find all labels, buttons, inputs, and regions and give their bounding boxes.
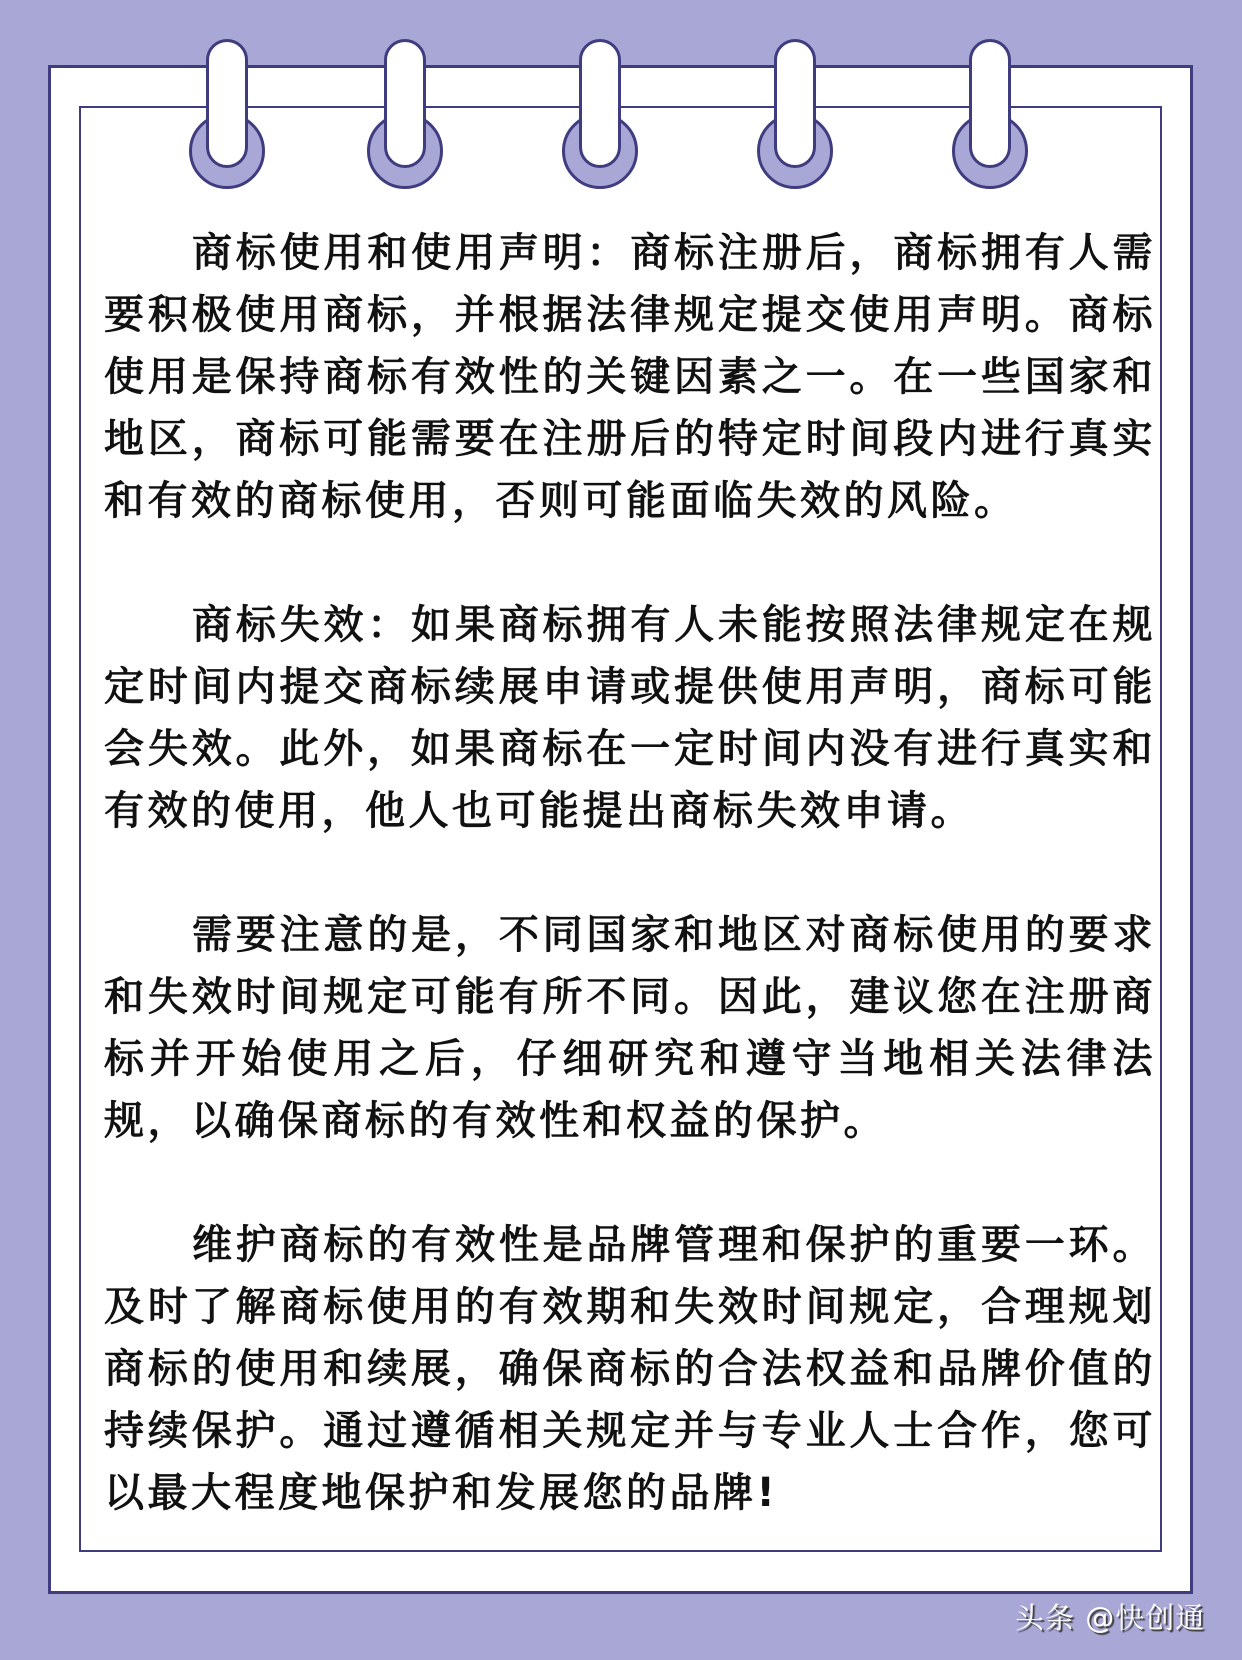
binder-ring-icon	[945, 0, 1035, 200]
paragraph-trademark-lapse: 商标失效：如果商标拥有人未能按照法律规定在规定时间内提交商标续展申请或提供使用声明，商标可能会失效。此外，如果商标在一定时间内没有进行真实和有效的使用，他人也可能提出商标失效申请。	[104, 602, 1156, 834]
ring-loop-icon	[206, 39, 248, 168]
article-body	[104, 222, 1156, 1586]
binder-ring-icon	[182, 0, 272, 200]
paragraph-conclusion: 维护商标的有效性是品牌管理和保护的重要一环。及时了解商标使用的有效期和失效时间规定，合理规划商标的使用和续展，确保商标的合法权益和品牌价值的持续保护。通过遵循相关规定并与专业人士合作，您可以最大程度地保护和发展您的品牌!	[104, 1222, 1156, 1516]
binder-ring-icon	[750, 0, 840, 200]
binder-ring-icon	[555, 0, 645, 200]
ring-loop-icon	[384, 39, 426, 168]
ring-loop-icon	[579, 39, 621, 168]
watermark: 头条 @快创通	[1015, 1601, 1206, 1635]
paragraph-usage-declaration: 商标使用和使用声明：商标注册后，商标拥有人需要积极使用商标，并根据法律规定提交使用声明。商标使用是保持商标有效性的关键因素之一。在一些国家和地区，商标可能需要在注册后的特定时间段内进行真实和有效的商标使用，否则可能面临失效的风险。	[104, 230, 1156, 524]
paragraph-regional-differences: 需要注意的是，不同国家和地区对商标使用的要求和失效时间规定可能有所不同。因此，建议您在注册商标并开始使用之后，仔细研究和遵守当地相关法律法规，以确保商标的有效性和权益的保护。	[104, 912, 1156, 1144]
binder-ring-icon	[360, 0, 450, 200]
ring-loop-icon	[969, 39, 1011, 168]
ring-loop-icon	[774, 39, 816, 168]
